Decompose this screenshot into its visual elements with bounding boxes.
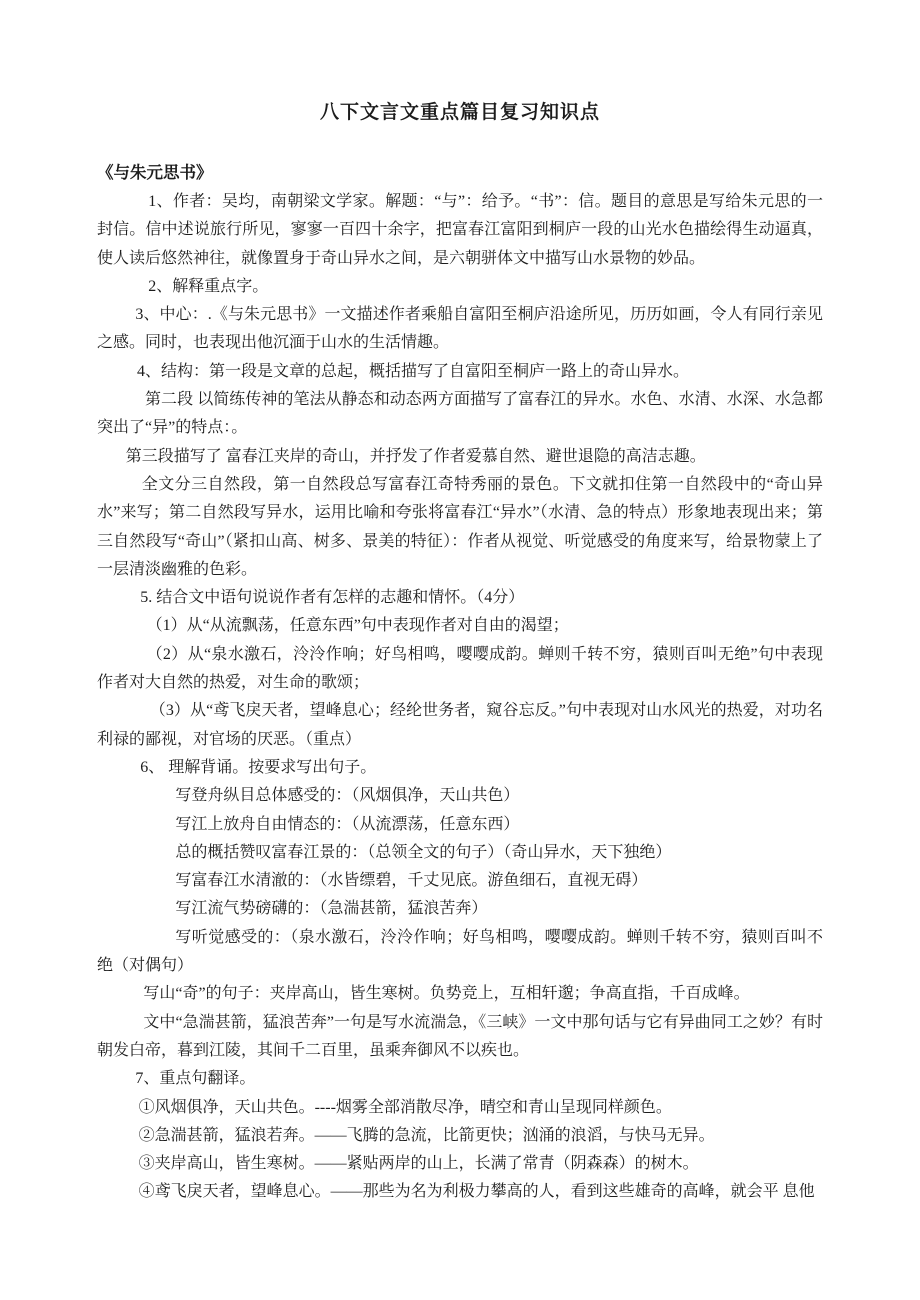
paragraph: （3）从“鸢飞戾天者，望峰息心；经纶世务者，窥谷忘反。”句中表现对山水风光的热爱，对功名利禄的鄙视，对官场的厌恶。（重点）	[97, 702, 823, 748]
paragraph: 写听觉感受的：（泉水激石，泠泠作响；好鸟相鸣，嘤嘤成韵。蝉则千转不穷，猿则百叫不绝（对偶句）	[97, 928, 823, 975]
paragraph: （1）从“从流飘荡，任意东西”句中表现作者对自由的渴望；	[146, 617, 569, 635]
paragraph: 第三段描写了 富春江夹岸的奇山，并抒发了作者爱慕自然、避世退隐的高洁志趣。	[125, 447, 706, 465]
paragraph: 第二段 以简练传神的笔法从静态和动态两方面描写了富春江的异水。水色、水清、水深、水急都突出了“异”的特点：。	[97, 391, 823, 437]
document-body	[97, 188, 823, 1207]
paragraph: 文中“急湍甚箭，猛浪苦奔”一句是写水流湍急，《三峡》一文中那句话与它有异曲同工之妙？有时朝发白帝，暮到江陵，其间千二百里，虽乘奔御风不以疾也。	[97, 1013, 823, 1059]
paragraph: 2、解释重点字。	[148, 277, 269, 295]
paragraph: ④鸢飞戾天者，望峰息心。——那些为名为利极力攀高的人，看到这些雄奇的高峰，就会平 息他	[138, 1183, 815, 1201]
paragraph: ①风烟俱净，天山共色。----烟雾全部消散尽净，晴空和青山呈现同样颜色。	[138, 1098, 672, 1116]
document-title: 八下文言文重点篇目复习知识点	[319, 102, 600, 123]
paragraph: 写江上放舟自由情态的：（从流漂荡，任意东西）	[175, 815, 520, 833]
paragraph: ③夹岸高山，皆生寒树。——紧贴两岸的山上，长满了常青（阴森森）的树木。	[138, 1155, 699, 1173]
paragraph: 写登舟纵目总体感受的：（风烟俱净，天山共色）	[175, 787, 520, 805]
paragraph: 写富春江水清澈的：（水皆缥碧，千丈见底。游鱼细石，直视无碍）	[175, 872, 648, 890]
paragraph: （2）从“泉水激石，泠泠作响；好鸟相鸣，嘤嘤成韵。蝉则千转不穷，猿则百叫无绝”句中表现作者对大自然的热爱，对生命的歌颂；	[97, 645, 823, 692]
paragraph: 写江流气势磅礴的：（急湍甚箭，猛浪苦奔）	[175, 900, 488, 918]
paragraph: 写山“奇”的句子：夹岸高山，皆生寒树。负势竞上，互相轩邈；争高直指，千百成峰。	[143, 985, 750, 1003]
paragraph: 4、结构：第一段是文章的总起，概括描写了自富阳至桐庐一路上的奇山异水。	[137, 362, 690, 380]
paragraph: ②急湍甚箭，猛浪若奔。——飞腾的急流，比箭更快；汹涌的浪滔，与快马无异。	[138, 1126, 715, 1144]
paragraph: 总的概括赞叹富春江景的：（总领全文的句子）（奇山异水，天下独绝）	[175, 843, 672, 861]
paragraph: 7、重点句翻译。	[135, 1070, 256, 1088]
paragraph: 3、中心：.《与朱元思书》一文描述作者乘船自富阳至桐庐沿途所见，历历如画，令人有同行亲见之感。同时，也表现出他沉湎于山水的生活情趣。	[97, 306, 823, 352]
paragraph: 5. 结合文中语句说说作者有怎样的志趣和情怀。（4分）	[140, 589, 525, 607]
section-heading: 《与朱元思书》	[97, 163, 213, 182]
paragraph: 6、 理解背诵。按要求写出句子。	[140, 758, 377, 776]
paragraph: 全文分三自然段，第一自然段总写富春江奇特秀丽的景色。下文就扣住第一自然段中的“奇山异水”来写；第二自然段写异水，运用比喻和夸张将富春江“异水”（水清、急的特点）形象地表现出来；第三自然段写“奇山”（紧扣山高、树多、景美的特征）：作者从视觉、听觉感受的角度来写，给景物蒙上了一层清淡幽雅的色彩。	[97, 475, 823, 578]
paragraph: 1、作者：吴均，南朝梁文学家。解题：“与”：给予。“书”：信。题目的意思是写给朱元思的一封信。信中述说旅行所见，寥寥一百四十余字，把富春江富阳到桐庐一段的山光水色描绘得生动逼真，使人读后悠然神往，就像置身于奇山异水之间，是六朝骈体文中描写山水景物的妙品。	[97, 193, 823, 267]
